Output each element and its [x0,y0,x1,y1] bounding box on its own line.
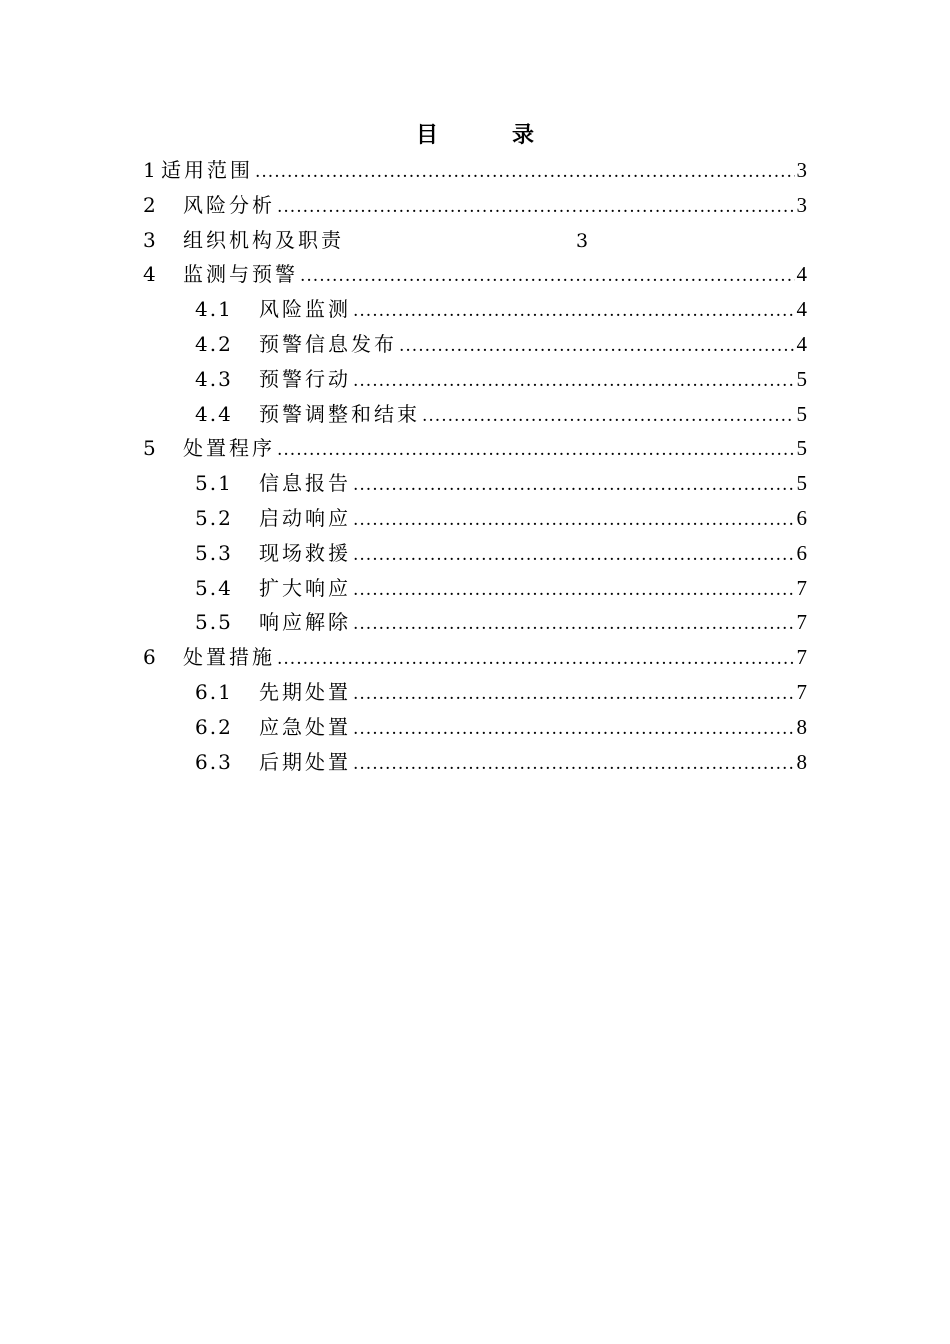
toc-entry[interactable] [143,188,807,223]
toc-entry-number: 4.1 [195,297,233,322]
toc-entry-title: 处置措施 [183,645,275,670]
toc-entry-title: 预警信息发布 [259,331,397,356]
toc-dot-leader [277,433,795,468]
toc-entry[interactable] [143,536,807,571]
toc-entry-number: 5.5 [195,610,233,635]
toc-entry-title: 预警调整和结束 [259,401,420,426]
toc-page-number: 7 [796,645,807,670]
toc-entry-title: 后期处置 [259,749,351,774]
toc-dot-leader [353,468,795,503]
toc-entry-number: 6.1 [195,679,233,704]
toc-entry[interactable] [143,397,807,432]
toc-entry-number: 6 [143,645,158,670]
toc-page-number: 4 [796,331,807,356]
toc-entry-number: 3 [143,227,158,252]
toc-dot-leader [353,677,795,712]
toc-page-number: 4 [796,297,807,322]
toc-dot-leader [277,642,795,677]
toc-page-number: 3 [796,192,807,217]
toc-page-number: 5 [796,366,807,391]
toc-page-number: 6 [796,540,807,565]
toc-entry[interactable] [143,327,807,362]
toc-title: 目 录 [415,122,560,148]
toc-entry-title: 处置程序 [183,436,275,461]
toc-entry-number: 1 [143,158,158,182]
toc-entry-number: 5.2 [195,505,233,530]
toc-entry[interactable] [143,466,807,501]
toc-entry-title: 先期处置 [259,679,351,704]
toc-entry[interactable] [143,605,807,640]
toc-entry[interactable] [143,640,807,675]
toc-page-number: 5 [796,471,807,496]
toc-entry[interactable] [143,710,807,745]
toc-entry-title: 响应解除 [259,610,351,635]
toc-entry-title: 启动响应 [259,505,351,530]
toc-entry-number: 6.3 [195,749,233,774]
toc-entry-title: 监测与预警 [183,262,298,287]
toc-entry-number: 4 [143,262,158,287]
toc-dot-leader [353,747,795,782]
toc-entry-number: 5 [143,436,158,461]
toc-entry[interactable] [143,571,807,606]
toc-entry[interactable] [143,431,807,466]
toc-page-number: 7 [796,679,807,704]
toc-entry-number: 5.4 [195,575,233,600]
toc-entry-title: 适用范围 [161,158,253,182]
toc-dot-leader [255,155,795,190]
toc-entry-title: 预警行动 [259,366,351,391]
toc-page-number: 3 [576,229,589,252]
toc-page-number: 8 [796,749,807,774]
toc-entry[interactable] [143,153,807,188]
toc-dot-leader [353,712,795,747]
toc-dot-leader [353,364,795,399]
toc-entry[interactable] [143,362,807,397]
toc-entry[interactable] [143,675,807,710]
toc-page-number: 7 [796,575,807,600]
toc-entry-number: 5.1 [195,471,233,496]
toc-entry-number: 4.2 [195,331,233,356]
toc-dot-leader [422,399,795,434]
toc-dot-leader [399,329,795,364]
toc-page-number: 3 [796,158,807,182]
toc-entry[interactable] [143,745,807,780]
toc-dot-leader [277,190,795,225]
toc-entry[interactable] [143,501,807,536]
toc-entry-number: 2 [143,192,158,217]
toc-dot-leader [353,573,795,608]
toc-page-number: 6 [796,505,807,530]
toc-entry[interactable] [143,292,807,327]
toc-entry-number: 4.3 [195,366,233,391]
toc-entry-number: 6.2 [195,714,233,739]
toc-page-number: 8 [796,714,807,739]
table-of-contents [143,153,807,779]
toc-dot-leader [353,538,795,573]
toc-dot-leader [353,607,795,642]
toc-entry-title: 风险监测 [259,297,351,322]
toc-entry-number: 5.3 [195,540,233,565]
toc-page-number: 7 [796,610,807,635]
toc-dot-leader [353,294,795,329]
toc-entry-title: 应急处置 [259,714,351,739]
toc-entry-title: 风险分析 [183,192,275,217]
toc-entry-title: 现场救援 [259,540,351,565]
toc-entry-title: 信息报告 [259,471,351,496]
toc-dot-leader [300,259,795,294]
toc-page-number: 5 [796,401,807,426]
toc-entry-title: 扩大响应 [259,575,351,600]
toc-entry-number: 4.4 [195,401,233,426]
toc-page-number: 5 [796,436,807,461]
toc-dot-leader [353,503,795,538]
toc-entry[interactable] [143,223,807,258]
toc-page-number: 4 [796,262,807,287]
toc-entry-title: 组织机构及职责 [183,227,344,252]
toc-entry[interactable] [143,257,807,292]
